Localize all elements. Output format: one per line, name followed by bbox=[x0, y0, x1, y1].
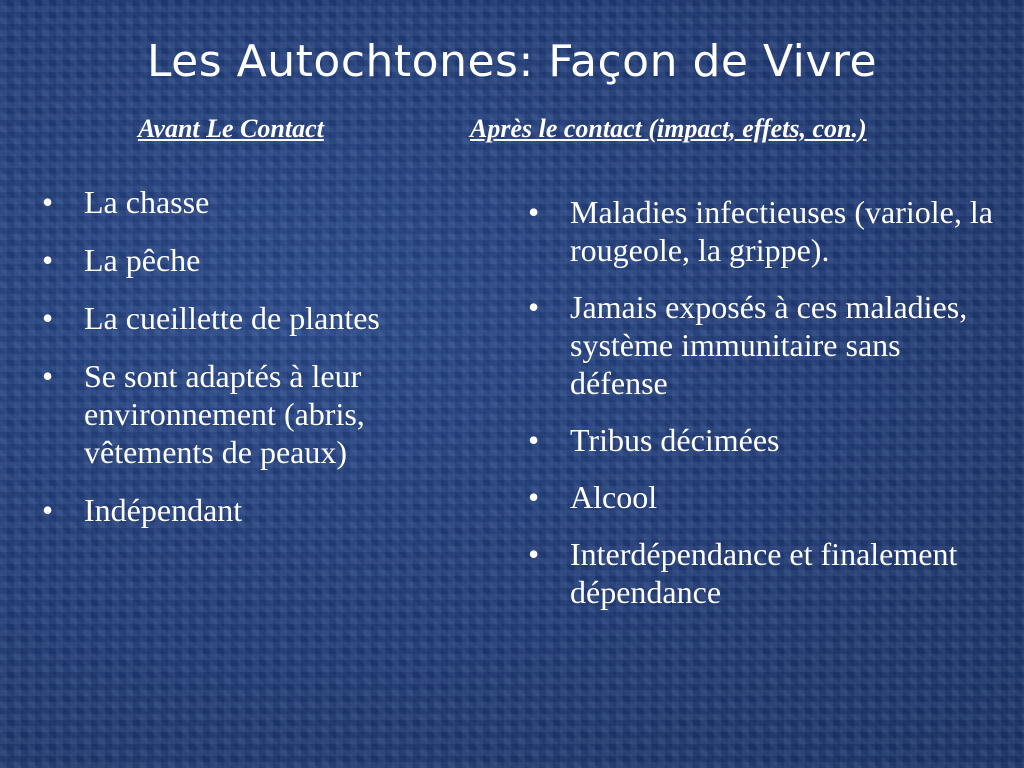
list-item-text: Se sont adaptés à leur environnement (abris, vêtements de peaux) bbox=[84, 358, 365, 470]
list-item-text: Maladies infectieuses (variole, la rougeole, la grippe). bbox=[570, 194, 993, 268]
list-item bbox=[42, 241, 472, 279]
bullet-icon: • bbox=[528, 479, 540, 515]
bullet-icon: • bbox=[42, 184, 54, 220]
bullet-icon: • bbox=[42, 358, 54, 394]
list-item bbox=[528, 535, 998, 611]
list-item-text: La pêche bbox=[84, 242, 201, 278]
list-item bbox=[528, 478, 998, 516]
list-item bbox=[42, 299, 472, 337]
bullet-icon: • bbox=[42, 492, 54, 528]
right-bullet-list bbox=[528, 193, 998, 630]
list-item-text: Indépendant bbox=[84, 492, 243, 528]
list-item-text: Tribus décimées bbox=[570, 422, 780, 458]
slide-title: Les Autochtones: Façon de Vivre bbox=[146, 36, 878, 87]
list-item bbox=[528, 288, 998, 402]
bullet-icon: • bbox=[42, 300, 54, 336]
list-item bbox=[528, 193, 998, 269]
bullet-icon: • bbox=[528, 422, 540, 458]
bullet-icon: • bbox=[528, 194, 540, 230]
list-item-text: Interdépendance et finalement dépendance bbox=[570, 536, 958, 610]
bullet-icon: • bbox=[42, 242, 54, 278]
left-column-heading: Avant Le Contact bbox=[138, 114, 324, 143]
bullet-icon: • bbox=[528, 536, 540, 572]
list-item-text: Alcool bbox=[570, 479, 658, 515]
right-column-heading: Après le contact (impact, effets, con.) bbox=[470, 114, 867, 143]
list-item-text: Jamais exposés à ces maladies, système immunitaire sans défense bbox=[570, 289, 968, 401]
list-item bbox=[42, 491, 472, 529]
list-item-text: La chasse bbox=[84, 184, 210, 220]
bullet-icon: • bbox=[528, 289, 540, 325]
list-item-text: La cueillette de plantes bbox=[84, 300, 380, 336]
list-item bbox=[42, 183, 472, 221]
list-item bbox=[42, 357, 472, 471]
list-item bbox=[528, 421, 998, 459]
left-bullet-list bbox=[42, 183, 472, 549]
